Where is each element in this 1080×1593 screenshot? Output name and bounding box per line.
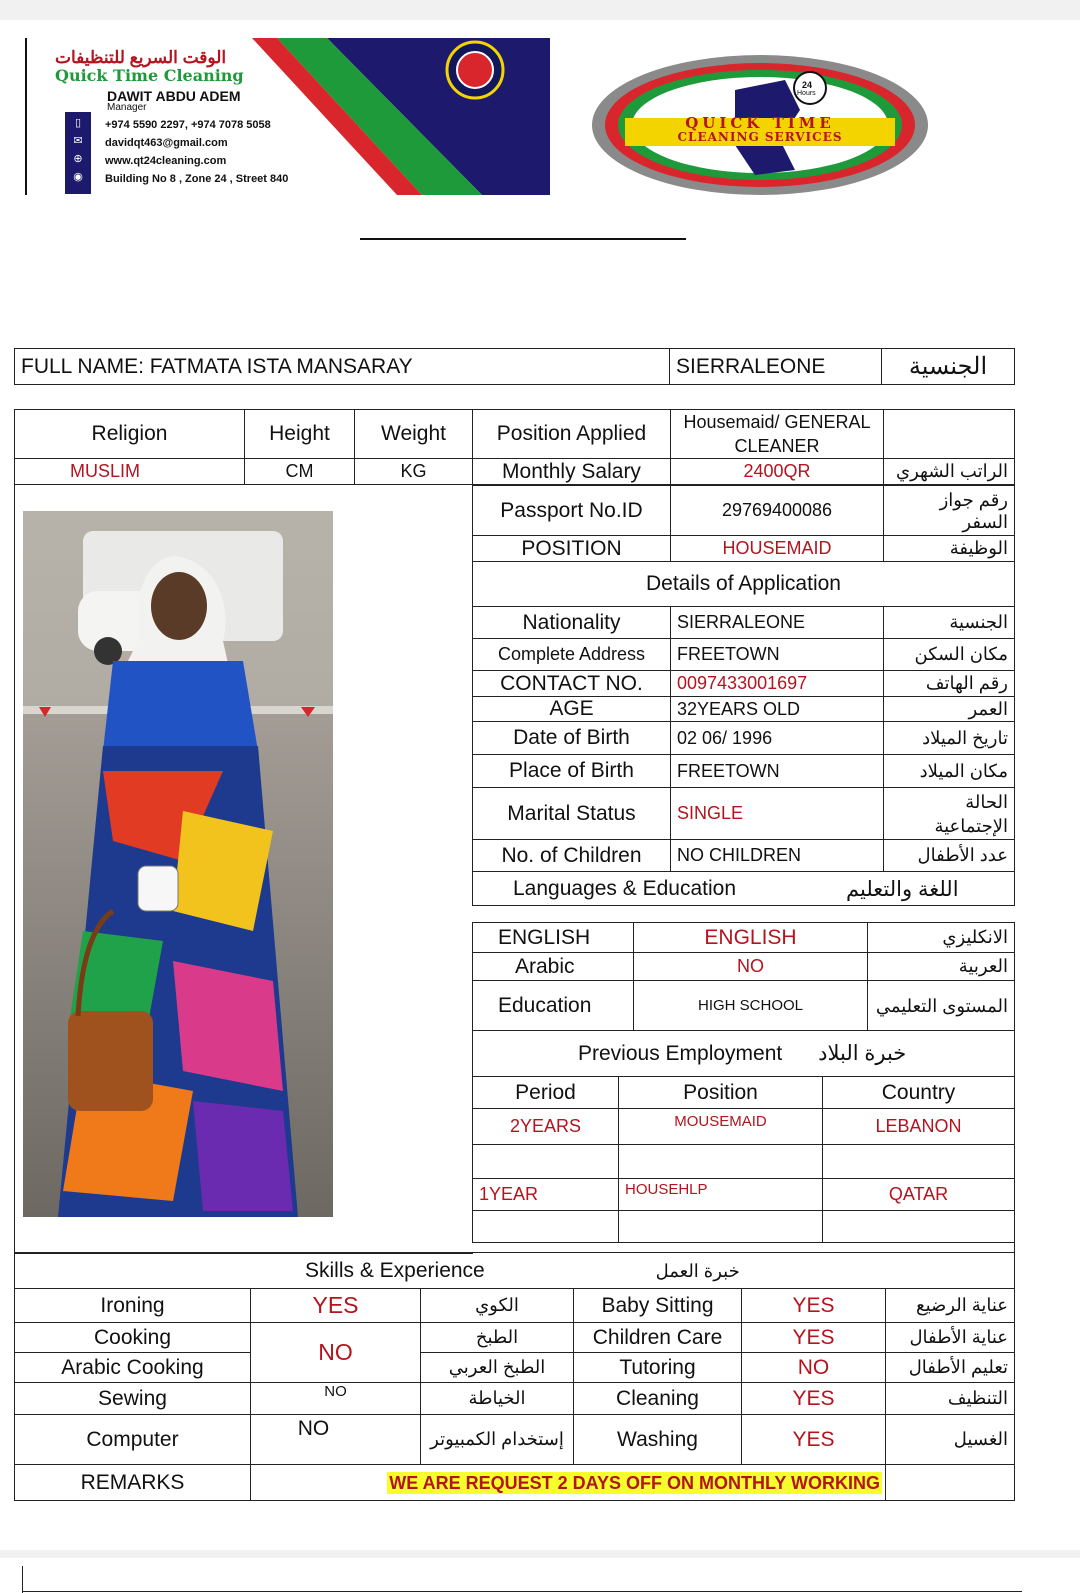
children-value: NO CHILDREN [671, 840, 884, 872]
card-person: DAWIT ABDU ADEM [107, 88, 241, 104]
employment-row-1-period: 2YEARS [473, 1109, 619, 1145]
passport-label-ar: رقم جواز السفر [884, 486, 1015, 536]
nationality-value: SIERRALEONE [671, 607, 884, 639]
pob-value: FREETOWN [671, 755, 884, 788]
languages-header [473, 872, 1015, 906]
skill-childcare-label: Children Care [574, 1323, 742, 1353]
skill-computer-value: NO [251, 1415, 421, 1465]
skill-babysitting-value: YES [742, 1289, 886, 1323]
name-row-table [14, 348, 1015, 385]
address-value: FREETOWN [671, 639, 884, 671]
employment-col-period: Period [473, 1077, 619, 1109]
marital-value: SINGLE [671, 788, 884, 840]
languages-title-ar: اللغة والتعليم [846, 877, 959, 901]
skills-title-ar: خبرة العمل [655, 1260, 740, 1281]
applicant-photo [23, 511, 333, 1217]
card-address: Building No 8 , Zone 24 , Street 840 [105, 173, 289, 185]
full-name: FULL NAME: FATMATA ISTA MANSARAY [15, 349, 670, 385]
passport-value: 29769400086 [671, 486, 884, 536]
skills-header [15, 1253, 1015, 1289]
lang-english-ar: الانكليزي [868, 923, 1015, 953]
card-role: Manager [107, 102, 147, 113]
summary-table [14, 409, 1015, 485]
employment-col-country: Country [823, 1077, 1015, 1109]
height-label: Height [245, 410, 355, 459]
passport-table [472, 485, 1015, 607]
salary-value: 2400QR [671, 459, 884, 485]
card-phone: +974 5590 2297, +974 7078 5058 [105, 119, 271, 131]
logo-badge: 24 [802, 80, 813, 90]
contact-label-ar: رقم الهاتف [884, 671, 1015, 697]
skill-ironing-ar: الكوي [421, 1289, 574, 1323]
employment-title-ar: خبرة البلاد [818, 1042, 907, 1065]
education-value: HIGH SCHOOL [634, 981, 868, 1031]
skill-sewing-ar: الخياطة [421, 1383, 574, 1415]
location-icon: ◉ [73, 171, 83, 183]
lang-english-value: ENGLISH [634, 923, 868, 953]
logo-text-line1: QUICK TIME [685, 114, 835, 132]
skill-cleaning-ar: التنظيف [886, 1383, 1015, 1415]
skill-washing-label: Washing [574, 1415, 742, 1465]
salary-label: Monthly Salary [473, 459, 671, 485]
nationality-label: Nationality [473, 607, 671, 639]
languages-title: Languages & Education [513, 876, 737, 900]
skill-computer-ar: إستخدام الكمبيوتر [421, 1415, 574, 1465]
skill-sewing-value: NO [251, 1383, 421, 1415]
position-label-ar: الوظيفة [884, 536, 1015, 562]
position-applied-label: Position Applied [473, 410, 671, 459]
weight-value: KG [355, 459, 473, 485]
height-value: CM [245, 459, 355, 485]
religion-label: Religion [15, 410, 245, 459]
languages-table [472, 922, 1015, 1031]
skill-tutoring-label: Tutoring [574, 1353, 742, 1383]
weight-label: Weight [355, 410, 473, 459]
skills-table [14, 1252, 1015, 1501]
dob-value: 02 06/ 1996 [671, 722, 884, 755]
skill-washing-value: YES [742, 1415, 886, 1465]
position-applied-value: Housemaid/ GENERAL CLEANER [671, 410, 884, 459]
skill-cooking-ar: الطبخ [421, 1323, 574, 1353]
employment-header [473, 1031, 1015, 1077]
logo-text-line2: CLEANING SERVICES [677, 130, 843, 144]
company-logo [585, 50, 935, 200]
passport-label: Passport No.ID [473, 486, 671, 536]
remarks-cell [251, 1465, 886, 1501]
marital-label: Marital Status [473, 788, 671, 840]
skill-arabic-cooking-label: Arabic Cooking [15, 1353, 251, 1383]
dob-label: Date of Birth [473, 722, 671, 755]
lang-arabic-ar: العربية [868, 953, 1015, 981]
skills-title: Skills & Experience [305, 1258, 485, 1282]
skill-cleaning-value: YES [742, 1383, 886, 1415]
application-table [472, 606, 1015, 906]
age-value: 32YEARS OLD [671, 697, 884, 722]
employment-row-3-position: HOUSEHLP [619, 1179, 823, 1211]
remarks-text: WE ARE REQUEST 2 DAYS OFF ON MONTHLY WORKING [389, 1472, 880, 1493]
email-icon: ✉ [73, 135, 83, 147]
children-label: No. of Children [473, 840, 671, 872]
cv-page [0, 20, 1080, 1550]
business-card [25, 38, 550, 195]
employment-row-2-country [823, 1145, 1015, 1179]
skill-computer-label: Computer [15, 1415, 251, 1465]
header-nationality-ar: الجنسية [882, 349, 1015, 385]
employment-title: Previous Employment [578, 1042, 783, 1065]
photo-illustration [23, 511, 333, 1217]
religion-value: MUSLIM [15, 459, 245, 485]
logo-badge-hours: Hours [797, 90, 816, 97]
skill-tutoring-value: NO [742, 1353, 886, 1383]
position-value: HOUSEMAID [671, 536, 884, 562]
divider-line [360, 238, 686, 240]
age-label-ar: العمر [884, 697, 1015, 722]
dob-label-ar: تاريخ الميلاد [884, 722, 1015, 755]
card-arabic-name: الوقت السريع للتنظيفات [55, 48, 227, 67]
phone-icon: ▯ [74, 117, 82, 129]
skill-childcare-ar: عناية الأطفال [886, 1323, 1015, 1353]
salary-label-ar: الراتب الشهري [884, 459, 1015, 485]
employment-row-3-country: QATAR [823, 1179, 1015, 1211]
employment-row-2-position [619, 1145, 823, 1179]
employment-row-2-period [473, 1145, 619, 1179]
skill-washing-ar: الغسيل [886, 1415, 1015, 1465]
marital-label-ar: الحالة الإجتماعية [884, 788, 1015, 840]
education-label: Education [473, 981, 634, 1031]
lang-arabic-label: Arabic [473, 953, 634, 981]
skill-cooking-label: Cooking [15, 1323, 251, 1353]
next-page-edge [0, 1558, 1080, 1593]
employment-row-1-position: MOUSEMAID [619, 1109, 823, 1145]
employment-row-3-period: 1YEAR [473, 1179, 619, 1211]
skill-tutoring-ar: تعليم الأطفال [886, 1353, 1015, 1383]
globe-icon: ⊕ [73, 153, 83, 165]
skill-cooking-value: NO [251, 1323, 421, 1383]
nationality-label-ar: الجنسية [884, 607, 1015, 639]
employment-table [472, 1030, 1015, 1243]
employment-row-1-country: LEBANON [823, 1109, 1015, 1145]
card-icon-strip [65, 112, 91, 194]
skill-cleaning-label: Cleaning [574, 1383, 742, 1415]
skill-arabic-cooking-ar: الطبخ العربي [421, 1353, 574, 1383]
skill-ironing-value: YES [251, 1289, 421, 1323]
age-label: AGE [473, 697, 671, 722]
skill-babysitting-label: Baby Sitting [574, 1289, 742, 1323]
education-ar: المستوى التعليمي [868, 981, 1015, 1031]
skill-ironing-label: Ironing [15, 1289, 251, 1323]
application-title: Details of Application [473, 562, 1015, 607]
card-website: www.qt24cleaning.com [105, 155, 227, 167]
card-brand: Quick Time Cleaning [55, 66, 244, 85]
pob-label: Place of Birth [473, 755, 671, 788]
lang-arabic-value: NO [634, 953, 868, 981]
lang-english-label: ENGLISH [473, 923, 634, 953]
pob-label-ar: مكان الميلاد [884, 755, 1015, 788]
employment-col-position: Position [619, 1077, 823, 1109]
card-email: davidqt463@gmail.com [105, 137, 228, 149]
remarks-label: REMARKS [15, 1465, 251, 1501]
contact-value: 0097433001697 [671, 671, 884, 697]
address-label-ar: مكان السكن [884, 639, 1015, 671]
header-nationality: SIERRALEONE [670, 349, 882, 385]
skill-babysitting-ar: عناية الرضيع [886, 1289, 1015, 1323]
position-label: POSITION [473, 536, 671, 562]
skill-sewing-label: Sewing [15, 1383, 251, 1415]
children-label-ar: عدد الأطفال [884, 840, 1015, 872]
skill-childcare-value: YES [742, 1323, 886, 1353]
contact-label: CONTACT NO. [473, 671, 671, 697]
address-label: Complete Address [473, 639, 671, 671]
